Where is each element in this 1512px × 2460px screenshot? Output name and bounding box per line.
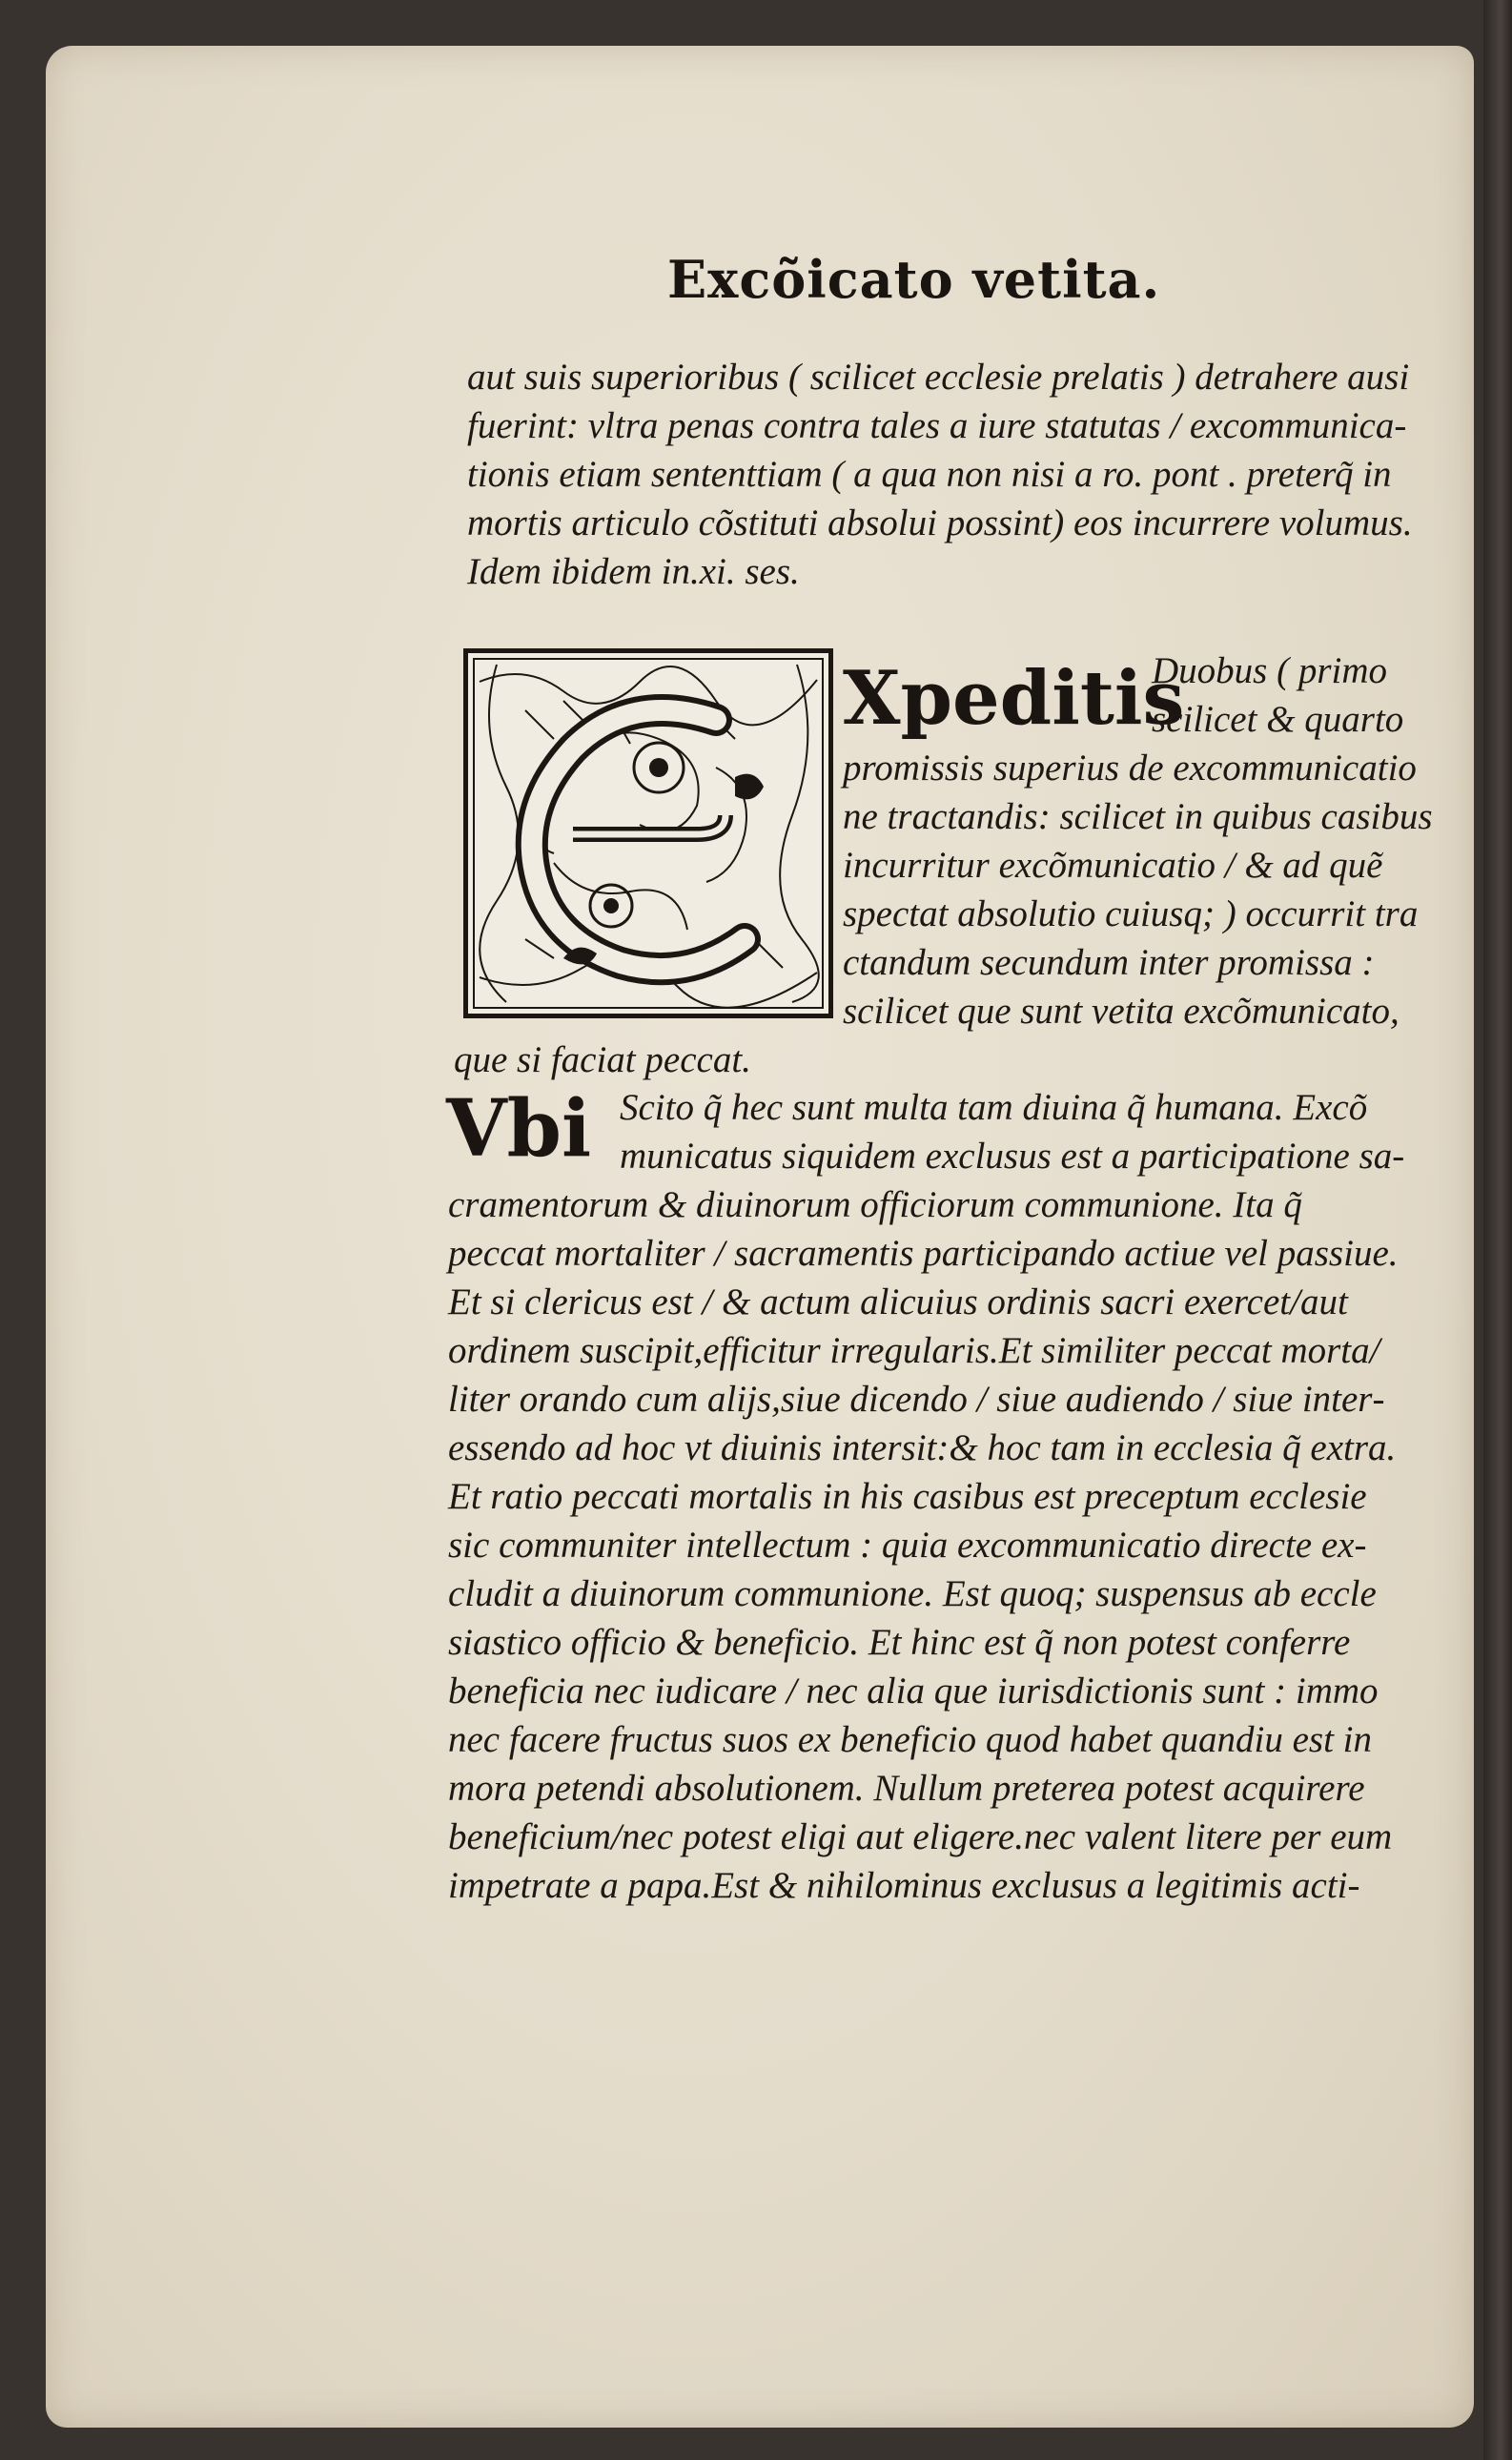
text-line: peccat mortaliter / sacramentis participando actiue vel passiue. bbox=[448, 1233, 1399, 1274]
section-heading-word: Vbi bbox=[446, 1083, 592, 1175]
text-line: scilicet que sunt vetita excõmunicato, bbox=[843, 991, 1400, 1032]
text-line: Duobus ( primo bbox=[1152, 650, 1388, 691]
text-line: Et ratio peccati mortalis in his casibus est preceptum ecclesie bbox=[448, 1476, 1367, 1517]
text-line: Idem ibidem in.xi. ses. bbox=[467, 551, 800, 592]
decorated-initial-icon bbox=[463, 648, 833, 1018]
text-line: beneficia nec iudicare / nec alia que iurisdictionis sunt : immo bbox=[448, 1671, 1379, 1712]
text-line: Et si clericus est / & actum alicuius ordinis sacri exercet/aut bbox=[448, 1281, 1348, 1322]
text-line: ordinem suscipit,efficitur irregularis.Et similiter peccat morta/ bbox=[448, 1330, 1380, 1371]
text-line: municatus siquidem exclusus est a participatione sa‑ bbox=[620, 1136, 1405, 1177]
text-line: aut suis superioribus ( scilicet ecclesie prelatis ) detrahere ausi bbox=[467, 357, 1410, 398]
text-line: ctandum secundum inter promissa : bbox=[843, 942, 1375, 983]
text-line: incurritur excõmunicatio / & ad quẽ bbox=[843, 845, 1383, 886]
text-line: sic communiter intellectum : quia excommunicatio directe ex‑ bbox=[448, 1525, 1367, 1566]
text-line: siastico officio & beneficio. Et hinc est q̃ non potest conferre bbox=[448, 1622, 1351, 1663]
text-line: Scito q̃ hec sunt multa tam diuina q̃ humana. Excõ bbox=[620, 1087, 1368, 1128]
text-line: mortis articulo cõstituti absolui possint) eos incurrere volumus. bbox=[467, 502, 1413, 543]
text-line: cludit a diuinorum communione. Est quoq; suspensus ab eccle bbox=[448, 1573, 1377, 1614]
text-line: fuerint: vltra penas contra tales a iure statutas / excommunica‑ bbox=[467, 405, 1407, 446]
text-line: ne tractandis: scilicet in quibus casibus bbox=[843, 796, 1433, 837]
text-line: que si faciat peccat. bbox=[454, 1039, 751, 1080]
text-line: promissis superius de excommunicatio bbox=[843, 748, 1417, 789]
text-line: spectat absolutio cuiusq; ) occurrit tra bbox=[843, 893, 1419, 934]
page-title: Excõicato vetita. bbox=[667, 249, 1161, 310]
book-gutter bbox=[1483, 0, 1512, 2460]
text-line: essendo ad hoc vt diuinis intersit:& hoc tam in ecclesia q̃ extra. bbox=[448, 1427, 1397, 1468]
text-line: impetrate a papa.Est & nihilominus exclusus a legitimis acti‑ bbox=[448, 1865, 1360, 1906]
text-line: nec facere fructus suos ex beneficio quod habet quandiu est in bbox=[448, 1719, 1373, 1760]
text-line: cramentorum & diuinorum officiorum communione. Ita q̃ bbox=[448, 1184, 1302, 1225]
text-line: tionis etiam sententtiam ( a qua non nisi a ro. pont . preterq̃ in bbox=[467, 454, 1392, 495]
text-line: beneficium/nec potest eligi aut eligere.nec valent litere per eum bbox=[448, 1816, 1393, 1857]
section-heading-word: Xpeditis bbox=[843, 655, 1185, 742]
text-line: scilicet & quarto bbox=[1152, 699, 1404, 740]
text-line: liter orando cum alijs,siue dicendo / siue audiendo / siue inter‑ bbox=[448, 1379, 1385, 1420]
text-line: mora petendi absolutionem. Nullum preterea potest acquirere bbox=[448, 1768, 1365, 1809]
